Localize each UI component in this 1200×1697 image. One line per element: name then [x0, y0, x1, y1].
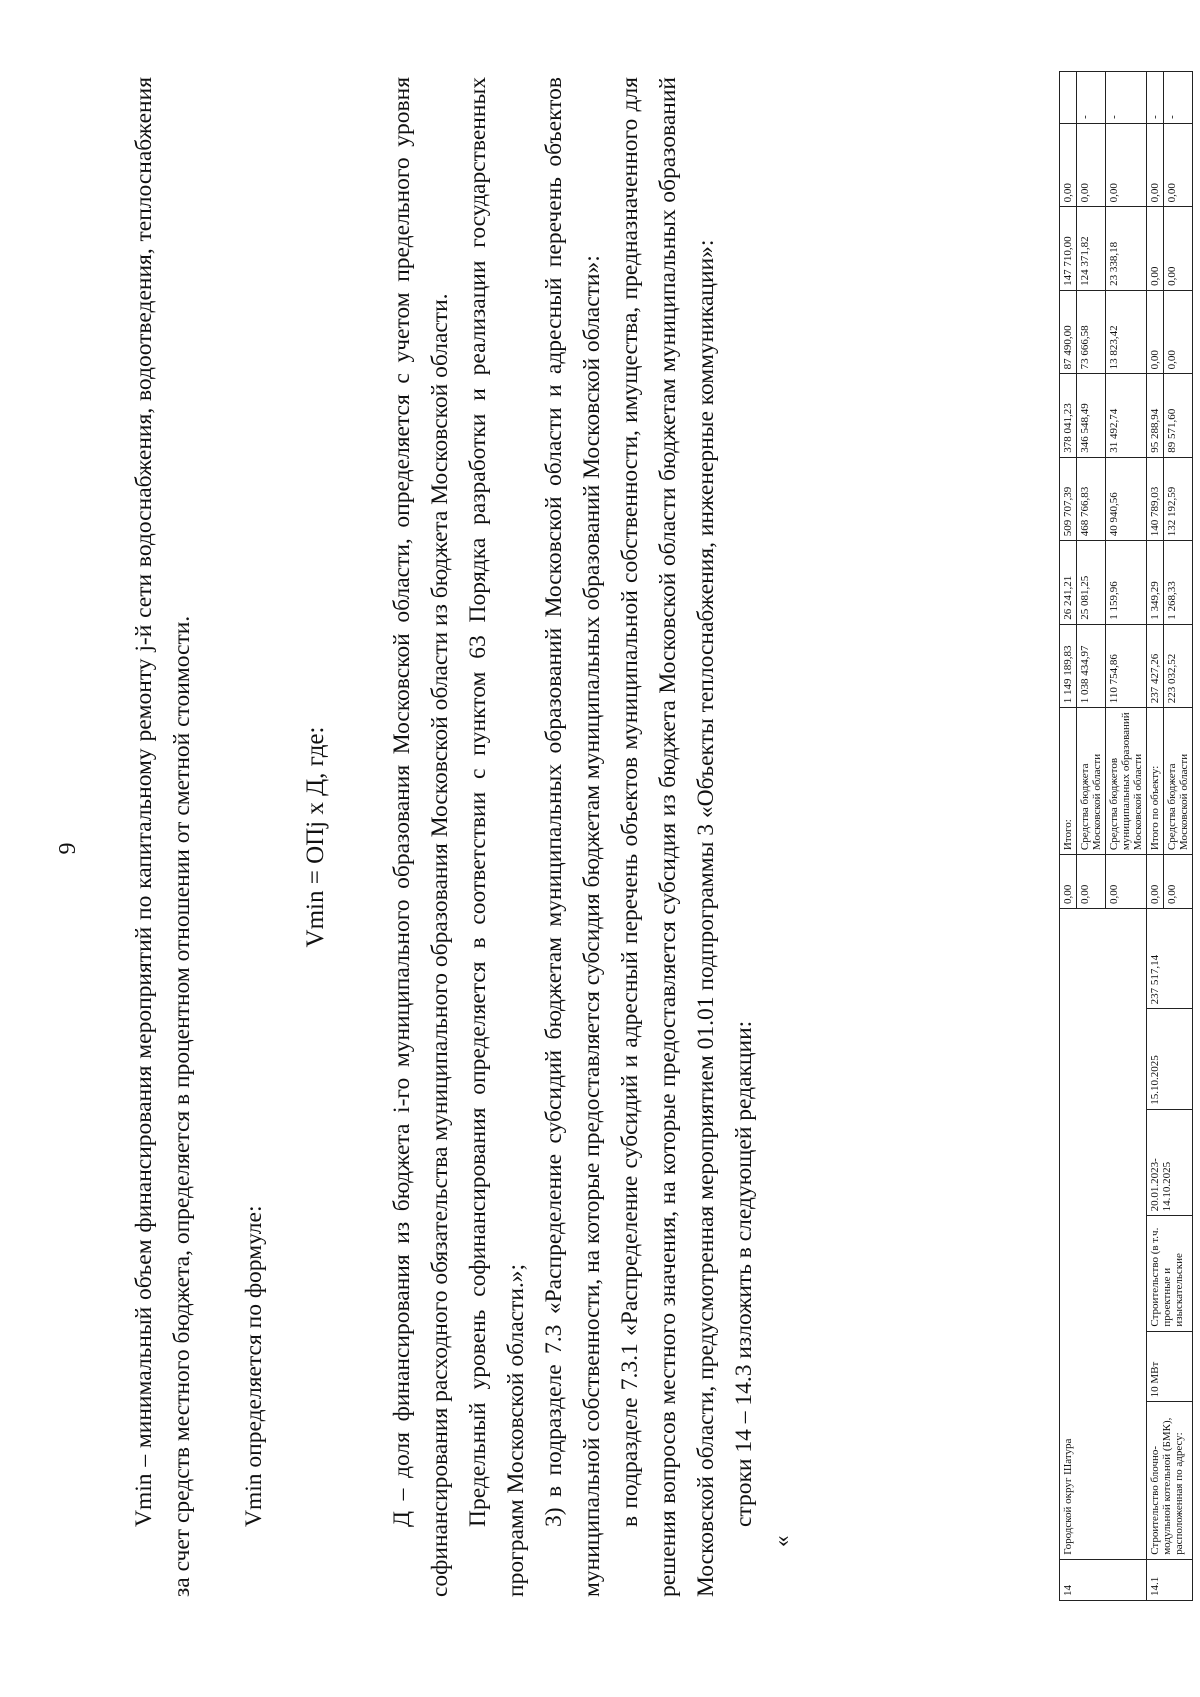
table-cell: 0,00 — [1164, 123, 1193, 206]
object-power: 10 МВт — [1147, 1331, 1193, 1402]
document-body — [125, 77, 801, 1597]
subsidy-table — [1059, 71, 1193, 1601]
table-cell: 0,00 — [1147, 207, 1164, 290]
object-name: Строительство блочно-модульной котельной (БМК), расположенная по адресу: — [1147, 1402, 1193, 1559]
table-cell: 40 940,56 — [1106, 457, 1147, 540]
paragraph-share-definition: Д – доля финансирования из бюджета i-го муниципального образования Московской области, определяется с учетом предельного уровня софинансирования расходного обязательства муниципального образования Московской области из бюджета Московской области. — [389, 77, 453, 1597]
paragraph-vmin-formula-intro: Vmin определяется по формуле: — [241, 1205, 267, 1527]
table-cell: 1 149 189,83 — [1060, 624, 1077, 707]
paragraph-subsection-7-3: 3) в подразделе 7.3 «Распределение субсидий бюджетам муниципальных образований Московской области и адресный перечень объектов муниципальной собственности, на которые предоставляется субсидия бюджетам муниципальных образований Московской области»: — [541, 77, 605, 1597]
work-period: 20.01.2023-14.10.2025 — [1147, 1109, 1193, 1216]
table-cell: 31 492,74 — [1106, 374, 1147, 457]
table-cell: Средства бюджетов муниципальных образований Московской области — [1106, 708, 1147, 855]
table-cell: 23 338,18 — [1106, 207, 1147, 290]
table-cell: Средства бюджета Московской области — [1164, 708, 1193, 855]
table-cell: 0,00 — [1060, 855, 1077, 909]
row-number: 14.1 — [1147, 1559, 1193, 1600]
paragraph-rows-instruction: строки 14 – 14.3 изложить в следующей редакции: — [731, 1020, 757, 1527]
table-cell: 1 349,29 — [1147, 541, 1164, 624]
commission-date: 15.10.2025 — [1147, 1009, 1193, 1109]
table-cell: 346 548,49 — [1077, 374, 1106, 457]
table-cell: - — [1147, 72, 1164, 124]
table-cell: 124 371,82 — [1077, 207, 1106, 290]
table-row — [1147, 72, 1164, 1601]
table-cell: 25 081,25 — [1077, 541, 1106, 624]
table-cell: 95 288,94 — [1147, 374, 1164, 457]
table-cell: 0,00 — [1147, 855, 1164, 909]
table-row — [1060, 72, 1077, 1601]
table-cell: - — [1164, 72, 1193, 124]
table-cell: 0,00 — [1147, 123, 1164, 206]
table-cell: 1 159,96 — [1106, 541, 1147, 624]
table-cell: - — [1077, 72, 1106, 124]
table-cell: 147 710,00 — [1060, 207, 1077, 290]
table-cell: 132 192,59 — [1164, 457, 1193, 540]
table-cell: 378 041,23 — [1060, 374, 1077, 457]
paragraph-vmin-definition: Vmin – минимальный объем финансирования мероприятий по капитальному ремонту j-й сети водоснабжения, водоотведения, теплоснабжения за счет средств местного бюджета, определяется в процентном отношении от сметной стоимости. — [131, 77, 195, 1597]
table-cell — [1060, 72, 1077, 124]
table-cell: 73 666,58 — [1077, 290, 1106, 373]
table-cell: 0,00 — [1077, 123, 1106, 206]
page-number: 9 — [55, 842, 81, 855]
table-cell: 223 032,52 — [1164, 624, 1193, 707]
table-cell: 1 268,33 — [1164, 541, 1193, 624]
paragraph-max-level: Предельный уровень софинансирования определяется в соответствии с пунктом 63 Порядка разработки и реализации государственных программ Московской области.»; — [465, 77, 529, 1597]
table-cell: 140 789,03 — [1147, 457, 1164, 540]
table-cell: 0,00 — [1164, 207, 1193, 290]
table-cell: 0,00 — [1077, 855, 1106, 909]
table-cell: 0,00 — [1164, 855, 1193, 909]
table-cell: 509 707,39 — [1060, 457, 1077, 540]
table-cell: - — [1106, 72, 1147, 124]
table-cell: Итого по объекту: — [1147, 708, 1164, 855]
table-cell: 26 241,21 — [1060, 541, 1077, 624]
paragraph-subsection-7-3-1: в подразделе 7.3.1 «Распределение субсидий и адресный перечень объектов муниципальной собственности, имущества, предназначенного для решения вопросов местного значения, на которые предоставляется субсидия из бюджета Московской области бюджетам муниципальных образований Московской области, предусмотренная мероприятием 01.01 подпрограммы 3 «Объекты теплоснабжения, инженерные коммуникации»: — [617, 77, 719, 1597]
table-cell: 87 490,00 — [1060, 290, 1077, 373]
table-cell: 0,00 — [1106, 855, 1147, 909]
table-cell: 0,00 — [1164, 290, 1193, 373]
formula: Vmin = OПj х Д, где: — [302, 726, 329, 948]
table-cell: 0,00 — [1147, 290, 1164, 373]
table-cell: Итого: — [1060, 708, 1077, 855]
object-cost: 237 517,14 — [1147, 908, 1193, 1008]
table-cell: 0,00 — [1060, 123, 1077, 206]
work-type: Строительство (в т.ч. проектные и изыскательские — [1147, 1216, 1193, 1331]
table-cell: 468 766,83 — [1077, 457, 1106, 540]
table-cell: Средства бюджета Московской области — [1077, 708, 1106, 855]
table-cell: 0,00 — [1106, 123, 1147, 206]
municipality-name: Городской округ Шатура — [1060, 908, 1147, 1559]
opening-quote: « — [769, 1535, 794, 1547]
table-cell: 89 571,60 — [1164, 374, 1193, 457]
row-number: 14 — [1060, 1559, 1147, 1600]
table-cell: 237 427,26 — [1147, 624, 1164, 707]
table-cell: 13 823,42 — [1106, 290, 1147, 373]
table-cell: 1 038 434,97 — [1077, 624, 1106, 707]
table-cell: 110 754,86 — [1106, 624, 1147, 707]
